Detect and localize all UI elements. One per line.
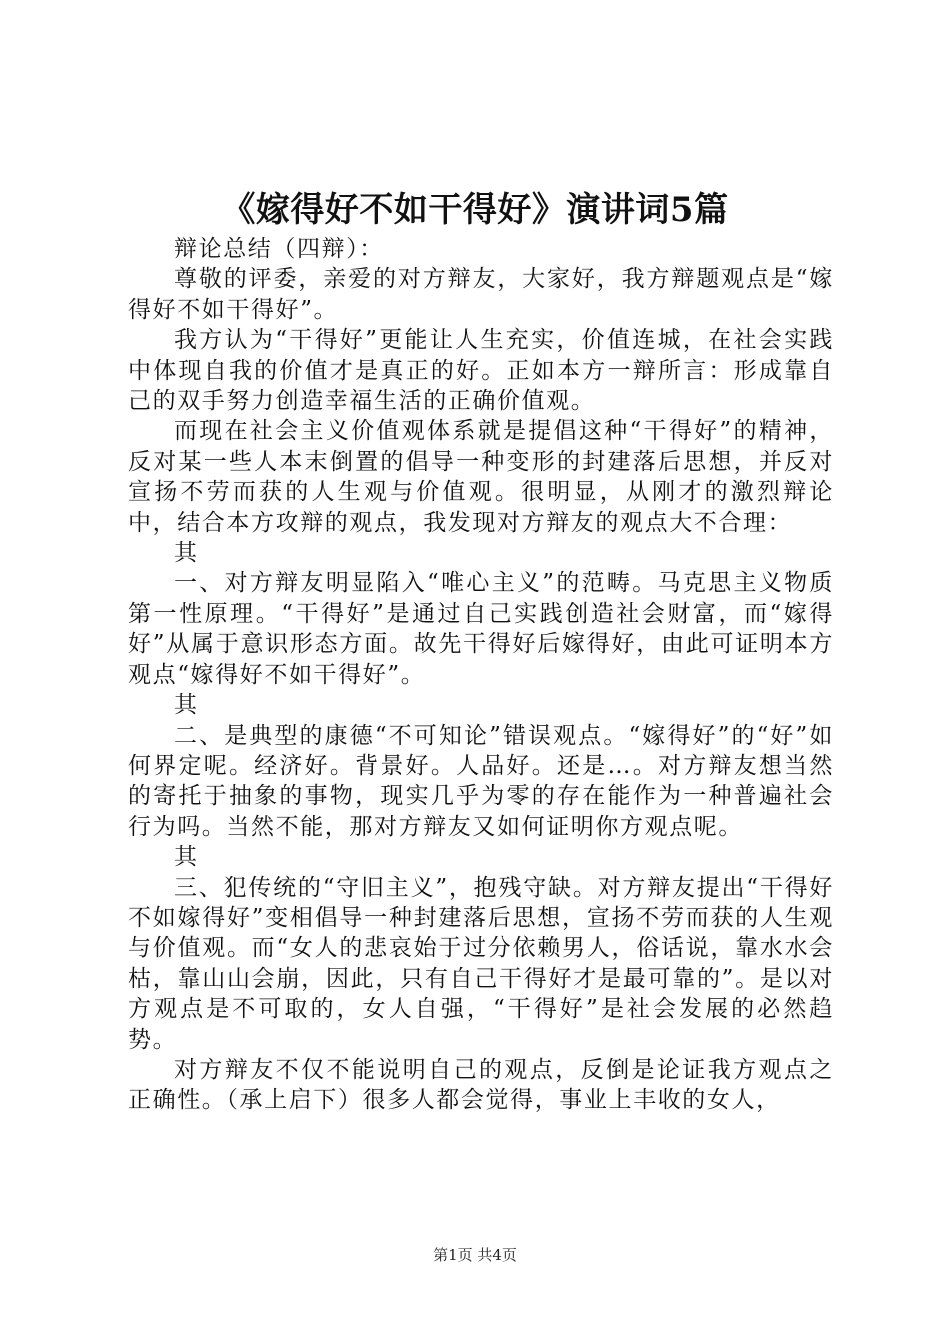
- body-paragraph: 其: [174, 844, 199, 871]
- body-paragraph: 二、是典型的康德“不可知论”错误观点。“嫁得好”的“好”如何界定呢。经济好。背景好。人品好。还是…。对方辩友想当然的寄托于抽象的事物，现实几乎为零的存在能作为一种普遍社会行为吗。当然不能，那对方辩友又如何证明你方观点呢。: [128, 722, 834, 840]
- body-paragraph: 三、犯传统的“守旧主义”，抱残守缺。对方辩友提出“干得好不如嫁得好”变相倡导一种封建落后思想，宣扬不劳而获的人生观与价值观。而“女人的悲哀始于过分依赖男人，俗话说，靠水水会枯，靠山山会崩，因此，只有自己干得好才是最可靠的”。是以对方观点是不可取的，女人自强，“干得好”是社会发展的必然趋势。: [128, 874, 834, 1053]
- page-number: 第1页 共4页: [433, 1246, 517, 1264]
- body-paragraph: 而现在社会主义价值观体系就是提倡这种“干得好”的精神，反对某一些人本末倒置的倡导一种变形的封建落后思想，并反对宣扬不劳而获的人生观与价值观。很明显，从刚才的激烈辩论中，结合本方攻辩的观点，我发现对方辩友的观点大不合理：: [128, 418, 834, 536]
- body-paragraph: 辩论总结（四辩）：: [174, 236, 384, 262]
- body-paragraph: 其: [174, 692, 199, 719]
- document-title: 《嫁得好不如干得好》演讲词5篇: [221, 190, 729, 230]
- body-paragraph: 我方认为“干得好”更能让人生充实，价值连城，在社会实践中体现自我的价值才是真正的好。正如本方一辩所言：形成靠自己的双手努力创造幸福生活的正确价值观。: [128, 327, 834, 415]
- page-footer: [0, 1244, 950, 1266]
- document-body: [128, 234, 834, 1116]
- body-paragraph: 尊敬的评委，亲爱的对方辩友，大家好，我方辩题观点是“嫁得好不如干得好”。: [128, 266, 834, 323]
- body-paragraph: 对方辩友不仅不能说明自己的观点，反倒是论证我方观点之正确性。（承上启下）很多人都会觉得，事业上丰收的女人，: [128, 1056, 834, 1114]
- body-paragraph: 一、对方辩友明显陷入“唯心主义”的范畴。马克思主义物质第一性原理。“干得好”是通过自己实践创造社会财富，而“嫁得好”从属于意识形态方面。故先干得好后嫁得好，由此可证明本方观点“嫁得好不如干得好”。: [128, 570, 834, 688]
- body-paragraph: 其: [174, 540, 199, 567]
